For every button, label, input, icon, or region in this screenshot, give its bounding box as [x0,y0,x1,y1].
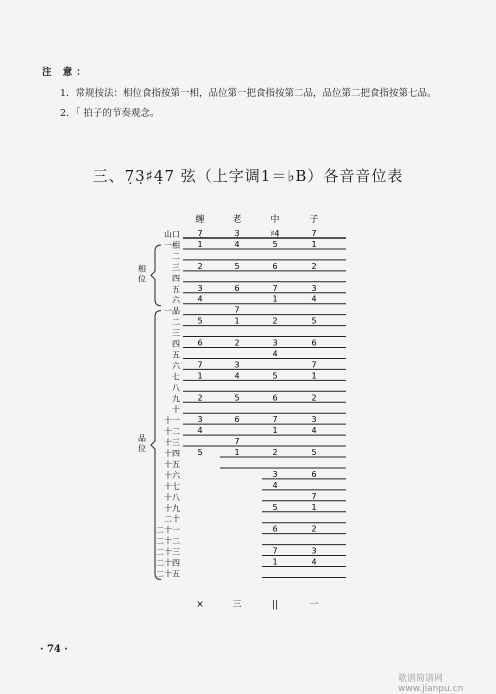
row-label: 十九 [164,503,180,513]
note-value: 4 [234,239,240,249]
note-value: 6 [272,524,278,534]
bottom-label: × [196,600,204,610]
note-value: 1 [197,239,203,249]
row-label: 二十三 [156,547,180,557]
row-label: 十三 [164,438,180,448]
row-label: 十 [172,405,180,415]
note-value: 3 [272,469,278,479]
row-label: 五 [172,350,180,360]
row-label: 二十 [164,514,180,524]
note-value: 7 [311,229,317,238]
note-value: 2 [197,393,203,403]
row-label: 五 [172,284,180,294]
note-value: 5 [272,371,278,381]
note-value: 7 [311,360,317,370]
string-header: 老 [232,215,242,225]
row-label: 八 [172,383,180,393]
note-value: 1 [272,426,278,436]
note-value: 1 [272,557,278,567]
row-label: 二十五 [156,569,180,579]
note-value: 5 [311,448,317,457]
row-label: 一相 [164,240,180,250]
note-value: 7 [311,491,317,501]
notes-heading: 注 意： [42,67,90,78]
note-value: 3 [311,415,317,425]
string-header: 子 [309,215,319,225]
note-value: 5 [311,316,317,326]
note-value: 3 [311,546,317,556]
row-label: 二 [172,251,180,261]
row-label: 六 [172,295,180,305]
note-value: 1 [234,448,240,457]
note-value: 7 [197,360,203,370]
note-value: 6 [311,338,317,348]
note-value: 4 [272,349,278,359]
row-label: 三 [172,328,180,338]
note-value: 2 [197,261,203,271]
note-value: 4 [311,426,317,436]
note-item-2: 2．「 拍子的节奏观念。 [60,108,160,119]
note-value: 3̣ [234,229,240,238]
row-label: 九 [172,394,180,404]
row-label: 十二 [164,427,180,437]
row-label: 十五 [164,459,180,469]
note-value: 7̣ [197,229,203,238]
row-label: 二十二 [156,536,180,546]
row-label: 二十四 [156,558,180,568]
note-value: 7 [234,437,240,447]
note-value: 7 [272,546,278,556]
note-value: 3 [234,360,240,370]
group-label-char: 位 [138,274,146,284]
group-label-char: 位 [138,444,146,454]
note-value: 6 [272,393,278,403]
note-value: 4 [311,557,317,567]
row-label: 二十一 [156,525,180,535]
bottom-label: 三 [232,600,242,610]
note-value: 5 [197,448,203,457]
page-number: · 74 · [40,644,68,655]
note-value: 1̇ [311,239,317,249]
xiang-bracket [151,245,161,306]
note-value: 5 [197,316,203,326]
row-label: 十四 [164,449,180,458]
row-label: 十一 [164,416,180,426]
row-label: 三 [172,262,180,272]
row-label: 山口 [164,230,180,239]
note-value: 6 [197,338,203,348]
note-value: ♯4̣ [270,229,280,238]
group-label-char: 相 [138,264,146,274]
note-value: 4 [234,371,240,381]
note-value: 1 [311,502,317,512]
row-label: 二 [172,317,180,327]
note-value: 6 [234,415,240,425]
note-value: 2 [311,261,317,271]
note-value: 3 [311,283,317,293]
row-label: 十八 [164,492,180,502]
note-value: 4 [197,426,203,436]
bottom-label: || [271,600,279,610]
note-value: 3 [197,283,203,293]
note-value: 2 [311,393,317,403]
note-item-1: 1．常规按法：相位食指按第一相，品位第一把食指按第二品，品位第二把食指按第七品。 [60,88,437,99]
note-value: 2 [234,338,240,348]
row-label: 七 [172,372,180,382]
note-value: 3 [272,338,278,348]
note-value: 4 [311,294,317,304]
row-label: 十七 [164,481,180,491]
note-value: 7 [234,305,240,315]
note-value: 5 [272,502,278,512]
note-value: 5 [234,393,240,403]
note-value: 1 [197,371,203,381]
note-value: 7 [272,415,278,425]
note-value: 7 [272,283,278,293]
row-label: 一品 [164,306,180,316]
row-label: 四 [172,339,180,349]
group-label-char: 品 [138,434,146,444]
row-label: 十六 [164,470,180,480]
table-title-text: 三、7̣3̣♯4̣7 弦（上字调1＝♭B）各音音位表 [92,167,404,185]
string-header: 缠 [195,215,205,225]
bottom-label: 一 [309,600,319,610]
row-label: 六 [172,361,180,371]
note-value: 6 [234,283,240,293]
note-value: 2 [272,448,278,457]
note-value: 3 [197,415,203,425]
note-value: 1̇ [311,371,317,381]
note-value: 5 [234,261,240,271]
note-value: 6 [272,261,278,271]
note-value: 2 [272,316,278,326]
note-value: 4 [272,480,278,490]
note-value: 4 [197,294,203,304]
note-value: 6 [311,469,317,479]
row-label: 四 [172,273,180,283]
note-value: 1 [234,316,240,326]
note-value: 5 [272,239,278,249]
string-header: 中 [270,215,280,225]
watermark: 歌谱简谱网 www.jianpu.cn [398,674,464,694]
note-value: 1 [272,294,278,304]
note-value: 2 [311,524,317,534]
